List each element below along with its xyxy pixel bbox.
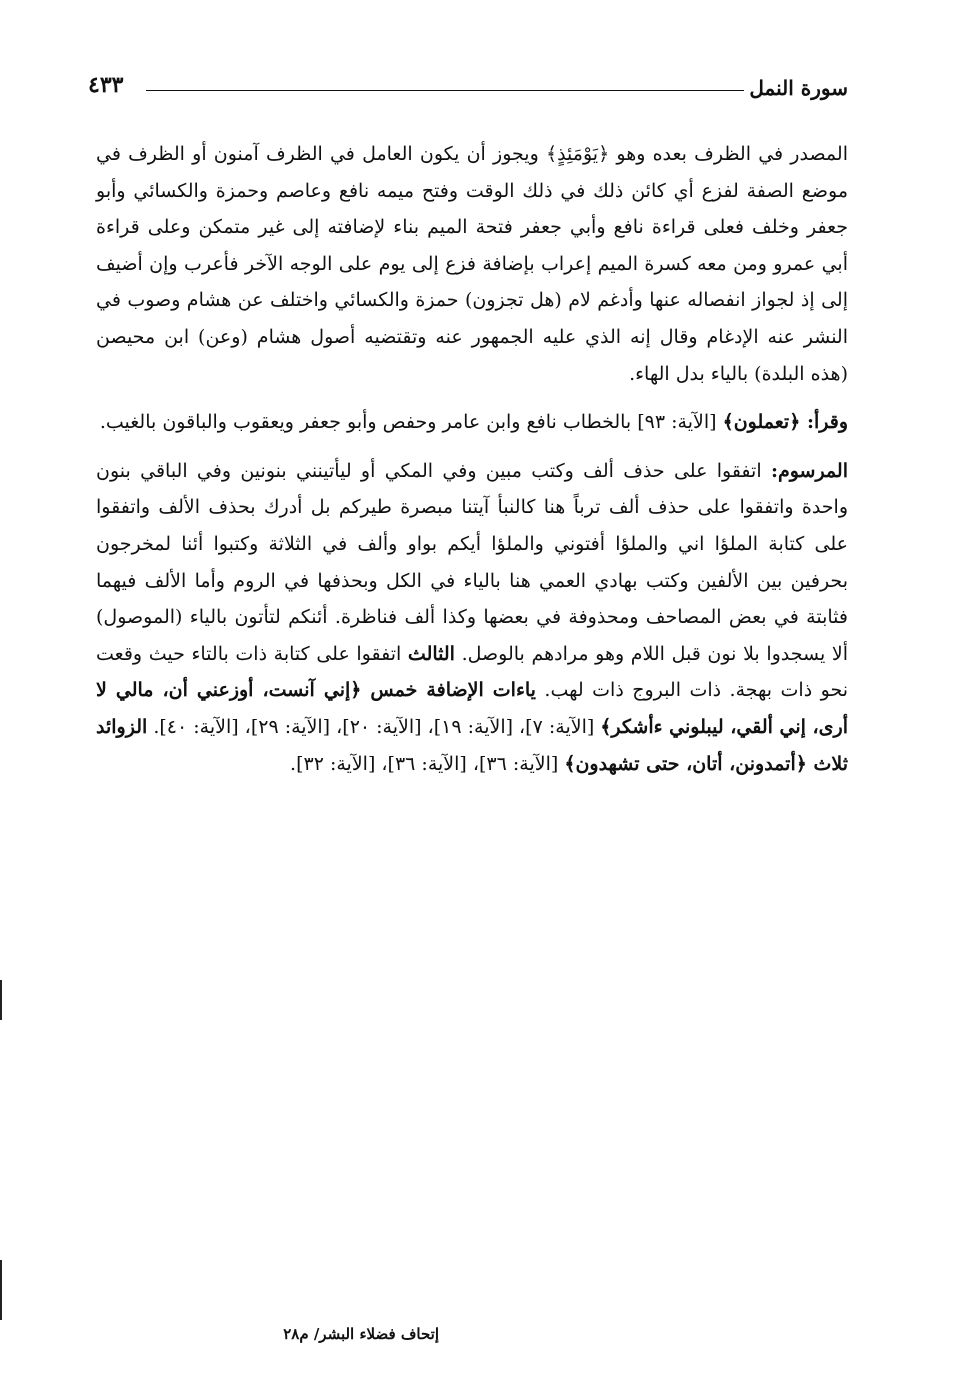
- footer-signature: إتحاف فضلاء البشر/ م٢٨: [283, 1325, 439, 1343]
- paragraph-text: اتفقوا على كتابة ذات بالتاء حيث وقعت نحو ذات بهجة. ذات البروج ذات لهب.: [96, 642, 849, 702]
- paragraph-marsum: [96, 453, 848, 782]
- paragraph-text: [الآية: ٣٦]، [الآية: ٣٦]، [الآية: ٣٢].: [290, 752, 565, 775]
- paragraph-commentary: [96, 136, 848, 392]
- scan-edge-mark: [0, 980, 2, 1020]
- qiraat-lead: وقرأ: ﴿تعملون﴾: [722, 411, 848, 434]
- page-number: ٤٣٣: [88, 72, 124, 98]
- zawaid-label: الزوائد ثلاث ﴿أتمدونن، أتان، حتى تشهدون﴾: [96, 715, 848, 775]
- paragraph-text: [الآية: ٩٣] بالخطاب نافع وابن عامر وحفص وأبو جعفر ويعقوب والباقون بالغيب.: [99, 411, 723, 434]
- page-body: [96, 136, 848, 794]
- thalith-label: الثالث: [407, 642, 455, 665]
- surah-title: سورة النمل: [749, 76, 848, 100]
- paragraph-text: [الآية: ٧]، [الآية: ١٩]، [الآية: ٢٠]، [الآية: ٢٩]، [الآية: ٤٠].: [147, 715, 601, 738]
- paragraph-qiraat: [96, 404, 848, 441]
- paragraph-text: المصدر في الظرف بعده وهو ﴿يَوْمَئِذٍ﴾ ويجوز أن يكون العامل في الظرف آمنون أو الظرف في موضع الصفة لفزع أي كائن ذلك في ذلك الوقت وفتح ميمه نافع وعاصم وحمزة والكسائي وأبو جعفر وخلف فعلى قراءة نافع وأبي جعفر فتحة الميم بناء لإضافته إلى غير متمكن وعلى قراءة أبي عمرو ومن معه كسرة الميم إعراب بإضافة فزع إلى يوم على الوجه الآخر فأعرب وإن أضيف إلى إذ لجواز انفصاله عنها وأدغم لام (هل تجزون) حمزة والكسائي واختلف عن هشام وصوب في النشر عنه الإدغام وقال إنه الذي عليه الجمهور عنه وتقتضيه أصول هشام (وعن) ابن محيصن (هذه البلدة) بالياء بدل الهاء.: [96, 143, 848, 385]
- scan-edge-mark: [0, 1260, 2, 1320]
- marsum-lead: المرسوم:: [770, 459, 848, 482]
- running-header: [88, 72, 848, 104]
- paragraph-text: اتفقوا على حذف ألف وكتب مبين وفي المكي أو ليأتينني بنونين وفي الباقي بنون واحدة واتفقوا على حذف ألف ترباً هنا كالنبأ آيتنا مبصرة طيركم بل أدرك بحذف الألف واتفقوا على كتابة الملؤا اني والملؤا أفتوني والملؤا أيكم بواو وألف في الثلاثة وكتبوا أئنا لمخرجون بحرفين بين الألفين وكتب بهادي العمي هنا بالياء في الكل وبحذفها في الروم وأما الألف فيهما فثابتة في بعض المصاحف ومحذوفة في بعضها وكذا ألف فناظرة. أئنكم لتأتون بالياء (الموصول) ألا يسجدوا بلا نون قبل اللام وهو مرادهم بالوصل.: [96, 459, 848, 665]
- idafa-label: ياءات الإضافة خمس ﴿إني آنست، أوزعني أن، مالي لا أرى، إني ألقي، ليبلوني ءأشكر﴾: [96, 679, 848, 738]
- header-rule: [146, 90, 744, 91]
